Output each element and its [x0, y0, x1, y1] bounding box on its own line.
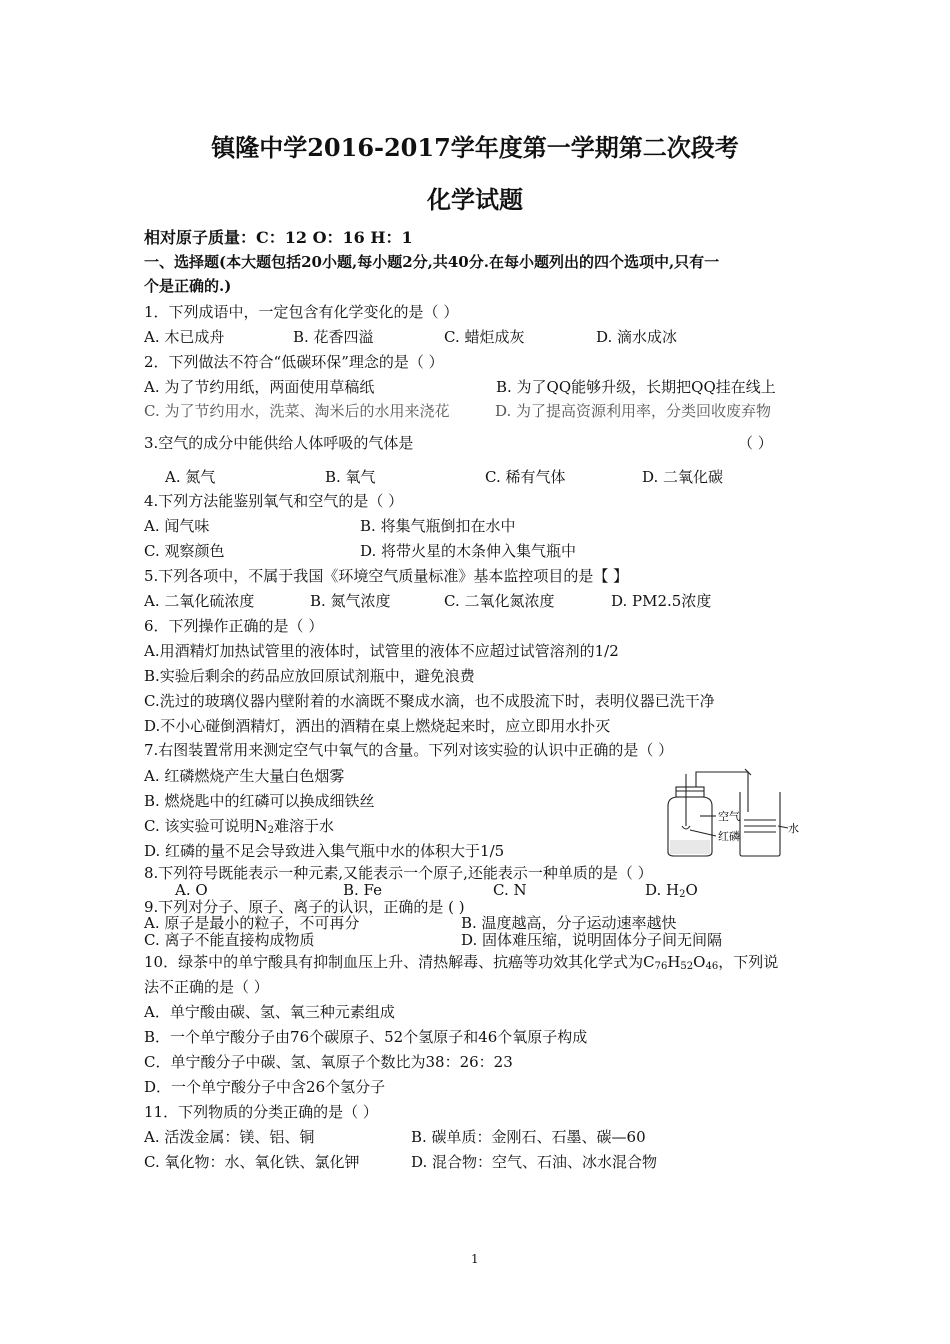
- q3-option-a: A. 氮气: [165, 468, 216, 486]
- q10-option-c: C．单宁酸分子中碳、氢、氧原子个数比为38：26：23: [144, 1053, 513, 1071]
- q4-option-a: A. 闻气味: [144, 517, 210, 535]
- q3-option-c: C. 稀有气体: [485, 468, 566, 486]
- q2-option-b: B. 为了QQ能够升级，长期把QQ挂在线上: [496, 378, 776, 396]
- q8-option-a: A. O: [175, 881, 208, 899]
- page-subtitle: 化学试题: [427, 185, 523, 214]
- q3-answer-paren: （ ）: [738, 434, 773, 452]
- q9-option-c: C. 离子不能直接构成物质: [144, 931, 315, 949]
- section1-heading-line2: 个是正确的.): [144, 277, 232, 295]
- q5-option-a: A. 二氧化硫浓度: [144, 592, 255, 610]
- q11-option-d: D. 混合物：空气、石油、冰水混合物: [411, 1153, 658, 1171]
- q11-stem: 11．下列物质的分类正确的是（ ）: [144, 1103, 378, 1121]
- q7-option-b: B. 燃烧匙中的红磷可以换成细铁丝: [144, 792, 375, 810]
- q6-option-b: B.实验后剩余的药品应放回原试剂瓶中，避免浪费: [144, 667, 475, 685]
- q8-option-d: D. $H_2O$: [645, 881, 698, 900]
- q2-option-a: A. 为了节约用纸，两面使用草稿纸: [144, 378, 375, 396]
- q7-option-c: C. 该实验可说明$N_2$难溶于水: [144, 817, 334, 836]
- q3-stem: 3.空气的成分中能供给人体呼吸的气体是: [144, 434, 414, 452]
- q9-option-d: D. 固体难压缩，说明固体分子间无间隔: [461, 931, 723, 949]
- q10-option-d: D．一个单宁酸分子中含26个氢分子: [144, 1078, 386, 1096]
- q7-option-d: D. 红磷的量不足会导致进入集气瓶中水的体积大于1/5: [144, 842, 505, 860]
- q1-option-a: A. 木已成舟: [144, 328, 225, 346]
- q8-option-c: C. N: [493, 881, 527, 899]
- oxygen-measurement-apparatus: [660, 764, 810, 866]
- q8-stem: 8.下列符号既能表示一种元素,又能表示一个原子,还能表示一种单质的是（ ）: [144, 864, 653, 882]
- figure-label-phosphorus: 红磷: [718, 830, 740, 843]
- q6-option-d: D.不小心碰倒酒精灯，洒出的酒精在桌上燃烧起来时，应立即用水扑灭: [144, 717, 611, 735]
- q11-option-b: B. 碳单质：金刚石、石墨、碳—60: [411, 1128, 646, 1146]
- q11-option-a: A. 活泼金属：镁、铝、铜: [144, 1128, 315, 1146]
- q3-option-d: D. 二氧化碳: [642, 468, 724, 486]
- q4-option-c: C. 观察颜色: [144, 542, 225, 560]
- q9-option-b: B. 温度越高，分子运动速率越快: [461, 914, 677, 932]
- q7-option-a: A. 红磷燃烧产生大量白色烟雾: [144, 767, 345, 785]
- q5-option-d: D. PM2.5浓度: [611, 592, 712, 610]
- q2-option-d: D. 为了提高资源利用率，分类回收废弃物: [495, 402, 772, 420]
- q6-option-a: A.用酒精灯加热试管里的液体时，试管里的液体不应超过试管溶剂的1/2: [144, 642, 619, 660]
- q10-option-b: B．一个单宁酸分子由76个碳原子、52个氢原子和46个氧原子构成: [144, 1028, 588, 1046]
- q4-option-d: D. 将带火星的木条伸入集气瓶中: [360, 542, 577, 560]
- q2-option-c: C. 为了节约用水，洗菜、淘米后的水用来浇花: [144, 402, 450, 420]
- figure-label-air: 空气: [718, 810, 740, 823]
- page-title: 镇隆中学2016-2017学年度第一学期第二次段考: [211, 133, 739, 162]
- q5-stem: 5.下列各项中，不属于我国《环境空气质量标准》基本监控项目的是【 】: [144, 567, 629, 585]
- q1-option-d: D. 滴水成冰: [596, 328, 678, 346]
- q10-option-a: A．单宁酸由碳、氢、氧三种元素组成: [144, 1003, 395, 1021]
- q6-stem: 6．下列操作正确的是（ ）: [144, 617, 324, 635]
- q2-stem: 2．下列做法不符合“低碳环保”理念的是（ ）: [144, 353, 444, 371]
- q5-option-c: C. 二氧化氮浓度: [444, 592, 555, 610]
- figure-label-water: 水: [788, 822, 799, 835]
- q5-option-b: B. 氮气浓度: [310, 592, 391, 610]
- q10-stem-line2: 法不正确的是（ ）: [144, 978, 269, 996]
- q1-stem: 1．下列成语中，一定包含有化学变化的是（ ）: [144, 303, 459, 321]
- q11-option-c: C. 氧化物：水、氧化铁、氯化钾: [144, 1153, 360, 1171]
- q9-option-a: A. 原子是最小的粒子，不可再分: [144, 914, 360, 932]
- q8-option-b: B. Fe: [343, 881, 383, 899]
- q10-stem: 10．绿茶中的单宁酸具有抑制血压上升、清热解毒、抗癌等功效其化学式为$C_{76}H_{52}O_{46}$，下列说: [144, 953, 779, 972]
- q3-option-b: B. 氧气: [325, 468, 376, 486]
- q4-option-b: B. 将集气瓶倒扣在水中: [360, 517, 516, 535]
- apparatus-drawing: [660, 764, 810, 866]
- section1-heading-line1: 一、选择题(本大题包括20小题,每小题2分,共40分.在每小题列出的四个选项中,只有一: [144, 253, 720, 271]
- q9-stem: 9.下列对分子、原子、离子的认识，正确的是 ( ): [144, 898, 465, 916]
- q1-option-c: C. 蜡炬成灰: [444, 328, 525, 346]
- q7-stem: 7.右图装置常用来测定空气中氧气的含量。下列对该实验的认识中正确的是（ ）: [144, 741, 674, 759]
- atomic-mass-line: 相对原子质量：C：12 O：16 H：1: [144, 228, 413, 247]
- q6-option-c: C.洗过的玻璃仪器内壁附着的水滴既不聚成水滴，也不成股流下时，表明仪器已洗干净: [144, 692, 715, 710]
- q4-stem: 4.下列方法能鉴别氧气和空气的是（ ）: [144, 492, 404, 510]
- page-number: 1: [471, 1252, 479, 1266]
- q1-option-b: B. 花香四溢: [293, 328, 374, 346]
